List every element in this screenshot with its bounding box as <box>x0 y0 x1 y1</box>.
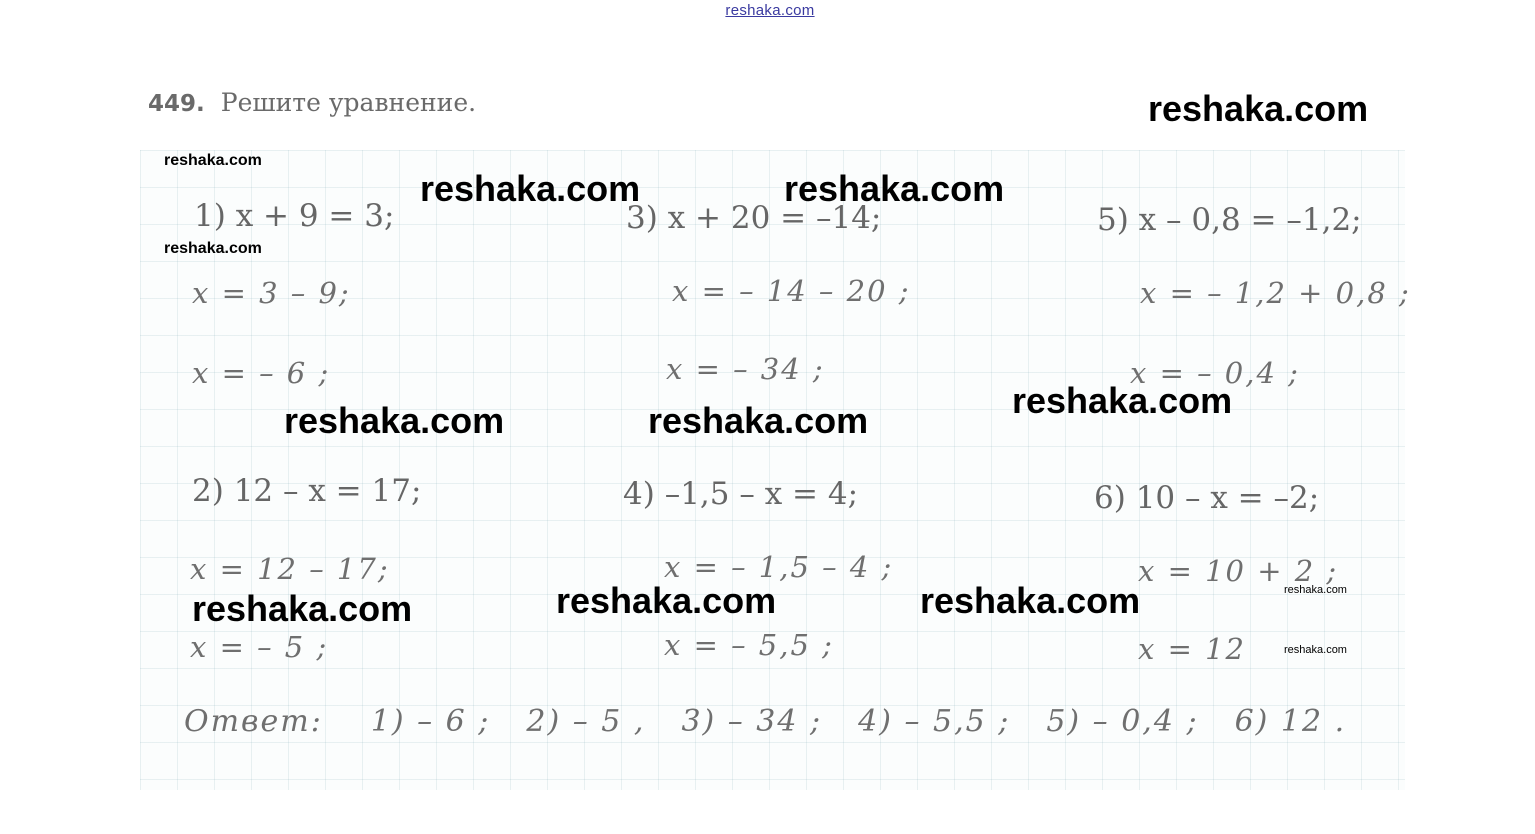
watermark: reshaka.com <box>1148 88 1369 129</box>
task-2-equation: 2) 12 – x = 17; <box>192 473 422 509</box>
task-5-equation: 5) x – 0,8 = –1,2; <box>1097 202 1362 238</box>
task-3-step-1: x = – 14 – 20 ; <box>672 274 911 308</box>
task-5-step-1: x = – 1,2 + 0,8 ; <box>1140 276 1411 310</box>
task-1-step-1: x = 3 – 9; <box>192 276 351 310</box>
task-2-step-2: x = – 5 ; <box>190 630 329 664</box>
answer-part: 2) – 5 , <box>526 704 646 739</box>
answer-part: 3) – 34 ; <box>681 704 823 739</box>
answer-part: 5) – 0,4 ; <box>1046 704 1199 739</box>
watermark: reshaka.com <box>420 168 641 209</box>
exercise-title: Решите уравнение. <box>220 88 477 117</box>
answer-part: 4) – 5,5 ; <box>858 704 1011 739</box>
task-3-equation: 3) x + 20 = –14; <box>626 200 882 236</box>
task-1-equation: 1) x + 9 = 3; <box>194 198 395 234</box>
watermark: reshaka.com <box>164 152 262 169</box>
task-2-step-1: x = 12 – 17; <box>190 552 390 586</box>
task-1-step-2: x = – 6 ; <box>192 356 331 390</box>
exercise-header <box>148 88 476 117</box>
watermark: reshaka.com <box>1012 380 1233 421</box>
watermark: reshaka.com <box>556 580 777 621</box>
site-link[interactable]: reshaka.com <box>725 2 815 19</box>
task-3-step-2: x = – 34 ; <box>666 352 825 386</box>
task-6-equation: 6) 10 – x = –2; <box>1094 480 1320 516</box>
task-6-step-2: x = 12 <box>1138 632 1246 666</box>
watermark: reshaka.com <box>192 588 413 629</box>
watermark: reshaka.com <box>164 240 262 257</box>
watermark: reshaka.com <box>1284 644 1347 656</box>
graph-paper <box>140 150 1405 790</box>
answer-part: 6) 12 . <box>1234 704 1347 739</box>
task-4-step-2: x = – 5,5 ; <box>664 628 834 662</box>
exercise-number: 449. <box>148 91 205 117</box>
watermark: reshaka.com <box>648 400 869 441</box>
watermark: reshaka.com <box>920 580 1141 621</box>
watermark: reshaka.com <box>284 400 505 441</box>
watermark: reshaka.com <box>784 168 1005 209</box>
task-6-step-1: x = 10 + 2 ; <box>1138 554 1339 588</box>
watermark: reshaka.com <box>1284 584 1347 596</box>
task-4-equation: 4) –1,5 – x = 4; <box>623 476 859 512</box>
answer-part: 1) – 6 ; <box>370 704 491 739</box>
task-5-step-2: x = – 0,4 ; <box>1130 356 1300 390</box>
task-4-step-1: x = – 1,5 – 4 ; <box>664 550 894 584</box>
answer-label: Ответ: <box>184 704 323 739</box>
answer-line <box>184 704 1382 739</box>
